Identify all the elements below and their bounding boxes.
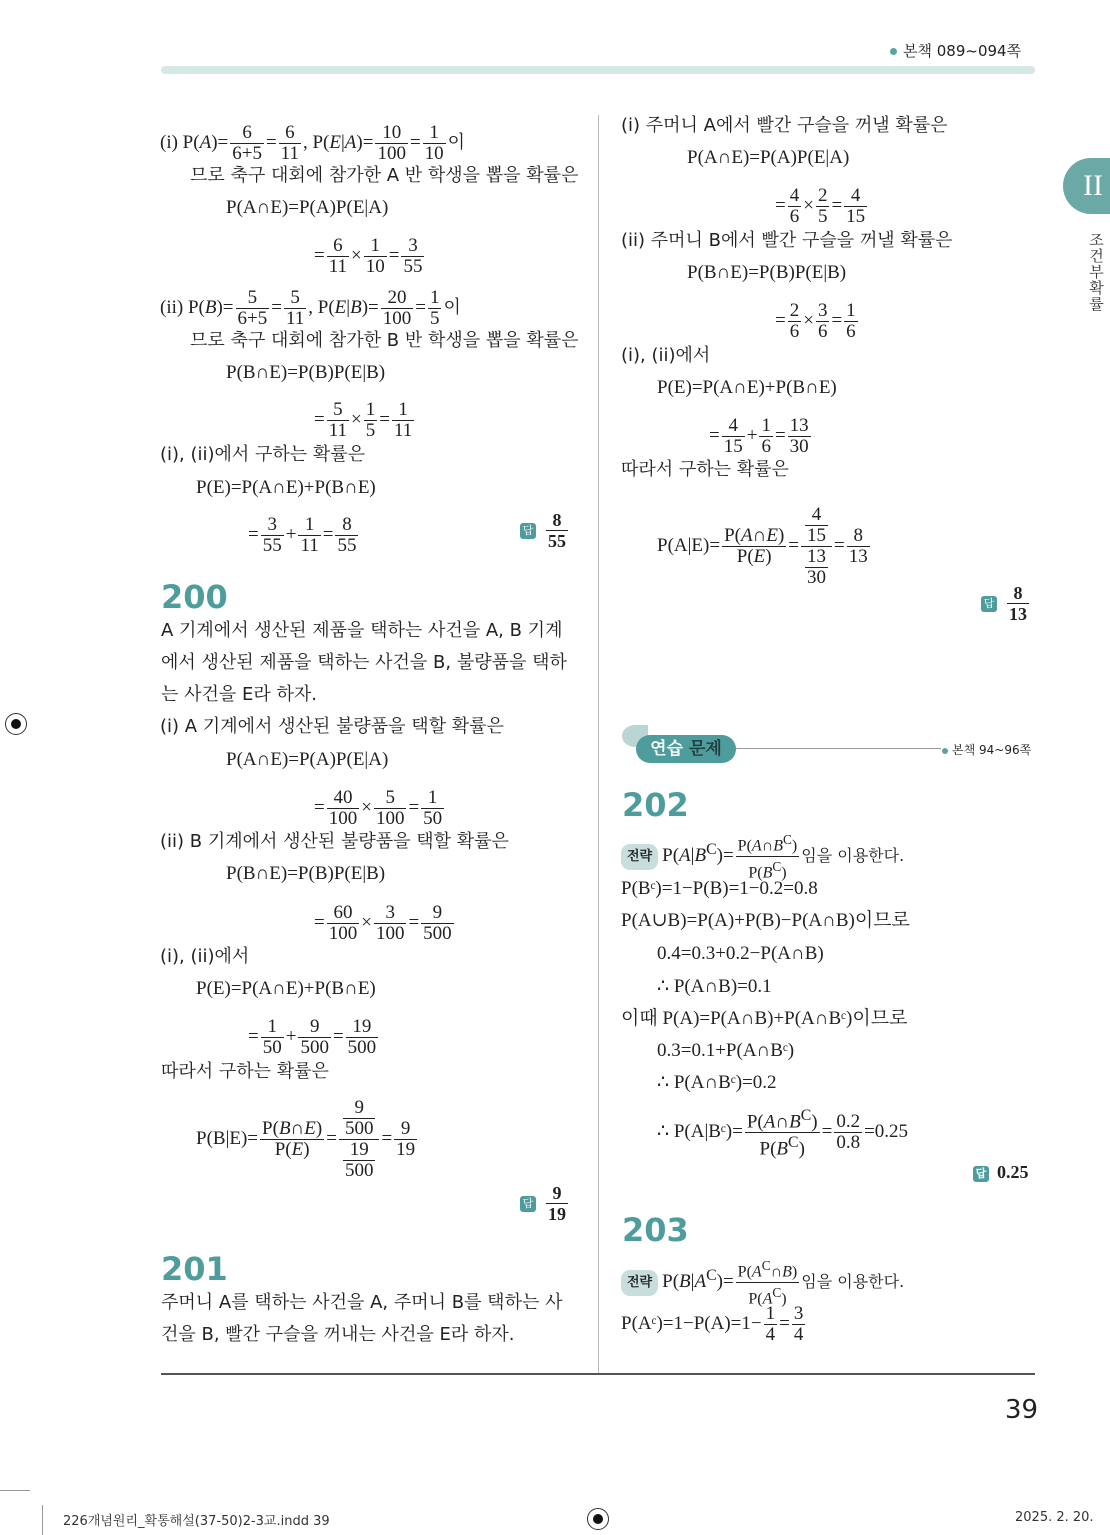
problem-number-203: 203 xyxy=(622,1211,689,1249)
equation: = $\frac{5}{11}$ × $\frac{1}{5}$ = $\frac{1}{11}$ xyxy=(314,399,413,441)
equation: P(A∩E)=P(A)P(E|A) xyxy=(687,147,850,168)
header-bar xyxy=(161,66,1035,74)
problem-number-202: 202 xyxy=(622,786,689,824)
equation: = $\frac{60}{100}$ × $\frac{3}{100}$ = $\frac{9}{500}$ xyxy=(314,902,452,944)
equation: P(A∩E)=P(A)P(E|A) xyxy=(226,749,389,770)
equation: P(Aᶜ)=1−P(A)=1− $\frac{1}{4}$ = $\frac{3}{4}$ xyxy=(621,1303,804,1345)
equation: P(B|E)= $\frac{P(B\cap E)}{P(E)}$ = $\frac{\frac{9}{500}}{\frac{19}{500}}$ = $\frac{9}{19}$ xyxy=(196,1097,416,1181)
practice-page-reference: 본책 94~96쪽 xyxy=(942,741,1031,758)
equation: ∴ P(A|Bᶜ)= $\frac{P(A\cap B^C)}{P(B^C)}$ = $\frac{0.2}{0.8}$ =0.25 xyxy=(657,1107,909,1160)
answer-202: 답 0.25 xyxy=(973,1162,1029,1183)
solution-line: (i) P(A)= $\frac{6}{6+5}$ = $\frac{6}{11}$ , P(E|A)= $\frac{10}{100}$ = $\frac{1}{10}$ 이 xyxy=(160,122,466,164)
strategy-badge: 전략 xyxy=(621,1270,658,1296)
equation: 0.4=0.3+0.2−P(A∩B) xyxy=(657,943,824,964)
equation: P(E)=P(A∩E)+P(B∩E) xyxy=(196,978,376,999)
problem-text: 건을 B, 빨간 구슬을 꺼내는 사건을 E라 하자. xyxy=(161,1324,515,1345)
answer-201: 답 $\frac{8}{13}$ xyxy=(981,583,1031,624)
solution-line: 므로 축구 대회에 참가한 B 반 학생을 뽑을 확률은 xyxy=(190,330,579,351)
footer-filename: 226개념원리_확통해설(37-50)2-3교.indd 39 xyxy=(63,1514,330,1529)
equation: = $\frac{4}{6}$ × $\frac{2}{5}$ = $\frac{4}{15}$ xyxy=(775,185,866,227)
solution-line: (i), (ii)에서 구하는 확률은 xyxy=(160,444,366,465)
bottom-rule xyxy=(161,1373,1035,1375)
chapter-tab: II xyxy=(1063,158,1110,214)
column-divider xyxy=(598,115,599,1373)
chapter-title: 조건부확률 xyxy=(1087,232,1105,312)
solution-line: (i) A 기계에서 생산된 불량품을 택할 확률은 xyxy=(160,716,504,737)
equation: P(A|E)= $\frac{P(A\cap E)}{P(E)}$ = $\frac{\frac{4}{15}}{\frac{13}{30}}$ = $\frac{8}{13}$ xyxy=(657,504,868,588)
equation: P(E)=P(A∩E)+P(B∩E) xyxy=(196,477,376,498)
crop-mark xyxy=(42,1505,43,1535)
footer-date: 2025. 2. 20. xyxy=(1015,1510,1094,1525)
problem-text: 주머니 A를 택하는 사건을 A, 주머니 B를 택하는 사 xyxy=(161,1292,563,1313)
registration-mark-icon xyxy=(587,1508,609,1530)
problem-number-200: 200 xyxy=(161,578,228,616)
equation: ∴ P(A∩B)=0.1 xyxy=(657,976,772,997)
equation: P(A∪B)=P(A)+P(B)−P(A∩B)이므로 xyxy=(621,910,910,931)
equation: = $\frac{40}{100}$ × $\frac{5}{100}$ = $\frac{1}{50}$ xyxy=(314,787,443,829)
practice-section-badge: 연습 문제 xyxy=(636,735,736,763)
equation: = $\frac{4}{15}$ + $\frac{1}{6}$ = $\frac{13}{30}$ xyxy=(709,415,809,457)
equation: = $\frac{3}{55}$ + $\frac{1}{11}$ = $\frac{8}{55}$ xyxy=(248,514,357,556)
equation: P(Bᶜ)=1−P(B)=1−0.2=0.8 xyxy=(621,878,818,899)
equation: P(A∩E)=P(A)P(E|A) xyxy=(226,197,389,218)
solution-line: (ii) B 기계에서 생산된 불량품을 택할 확률은 xyxy=(160,831,509,852)
equation: P(B∩E)=P(B)P(E|B) xyxy=(687,262,847,283)
bullet-icon xyxy=(942,748,948,754)
equation: 0.3=0.1+P(A∩Bᶜ) xyxy=(657,1040,795,1061)
solution-line: 므로 축구 대회에 참가한 A 반 학생을 뽑을 확률은 xyxy=(190,165,579,186)
problem-text: A 기계에서 생산된 제품을 택하는 사건을 A, B 기계 xyxy=(161,620,563,641)
solution-line: (i) 주머니 A에서 빨간 구슬을 꺼낼 확률은 xyxy=(621,115,948,136)
solution-line: 따라서 구하는 확률은 xyxy=(161,1061,329,1082)
bullet-icon xyxy=(890,48,897,55)
equation: = $\frac{1}{50}$ + $\frac{9}{500}$ = $\frac{19}{500}$ xyxy=(248,1016,377,1058)
strategy-line: 전략 $P(B|A^C)=$ $\frac{P(A^C\cap B)}{P(A^C)}$ 임을 이용한다. xyxy=(621,1256,904,1310)
solution-line: (i), (ii)에서 xyxy=(621,345,711,366)
header-page-reference: 본책 089~094쪽 xyxy=(890,40,1021,61)
equation: P(B∩E)=P(B)P(E|B) xyxy=(226,362,386,383)
equation: 이때 P(A)=P(A∩B)+P(A∩Bᶜ)이므로 xyxy=(621,1008,908,1029)
equation: = $\frac{6}{11}$ × $\frac{1}{10}$ = $\frac{3}{55}$ xyxy=(314,235,423,277)
crop-mark xyxy=(0,1490,30,1491)
problem-number-201: 201 xyxy=(161,1250,228,1288)
equation: ∴ P(A∩Bᶜ)=0.2 xyxy=(657,1072,777,1093)
page-number: 39 xyxy=(1005,1395,1039,1425)
problem-text: 는 사건을 E라 하자. xyxy=(161,684,317,705)
registration-mark-icon xyxy=(5,713,27,735)
problem-text: 에서 생산된 제품을 택하는 사건을 B, 불량품을 택하 xyxy=(161,652,567,673)
strategy-badge: 전략 xyxy=(621,844,658,870)
section-rule xyxy=(736,748,941,749)
solution-line: (ii) 주머니 B에서 빨간 구슬을 꺼낼 확률은 xyxy=(621,230,953,251)
answer-199: 답 $\frac{8}{55}$ xyxy=(520,510,570,551)
equation: P(B∩E)=P(B)P(E|B) xyxy=(226,863,386,884)
equation: P(E)=P(A∩E)+P(B∩E) xyxy=(657,377,837,398)
solution-line: 따라서 구하는 확률은 xyxy=(621,459,789,480)
answer-200: 답 $\frac{9}{19}$ xyxy=(520,1183,570,1224)
solution-line: (i), (ii)에서 xyxy=(160,946,250,967)
equation: = $\frac{2}{6}$ × $\frac{3}{6}$ = $\frac{1}{6}$ xyxy=(775,300,856,342)
solution-line: (ii) P(B)= $\frac{5}{6+5}$ = $\frac{5}{11}$ , P(E|B)= $\frac{20}{100}$ = $\frac{1}{5}$ 이 xyxy=(160,287,461,329)
strategy-line: 전략 $P(A|B^C)=$ $\frac{P(A\cap B^C)}{P(B^C)}$ 임을 이용한다. xyxy=(621,830,904,884)
